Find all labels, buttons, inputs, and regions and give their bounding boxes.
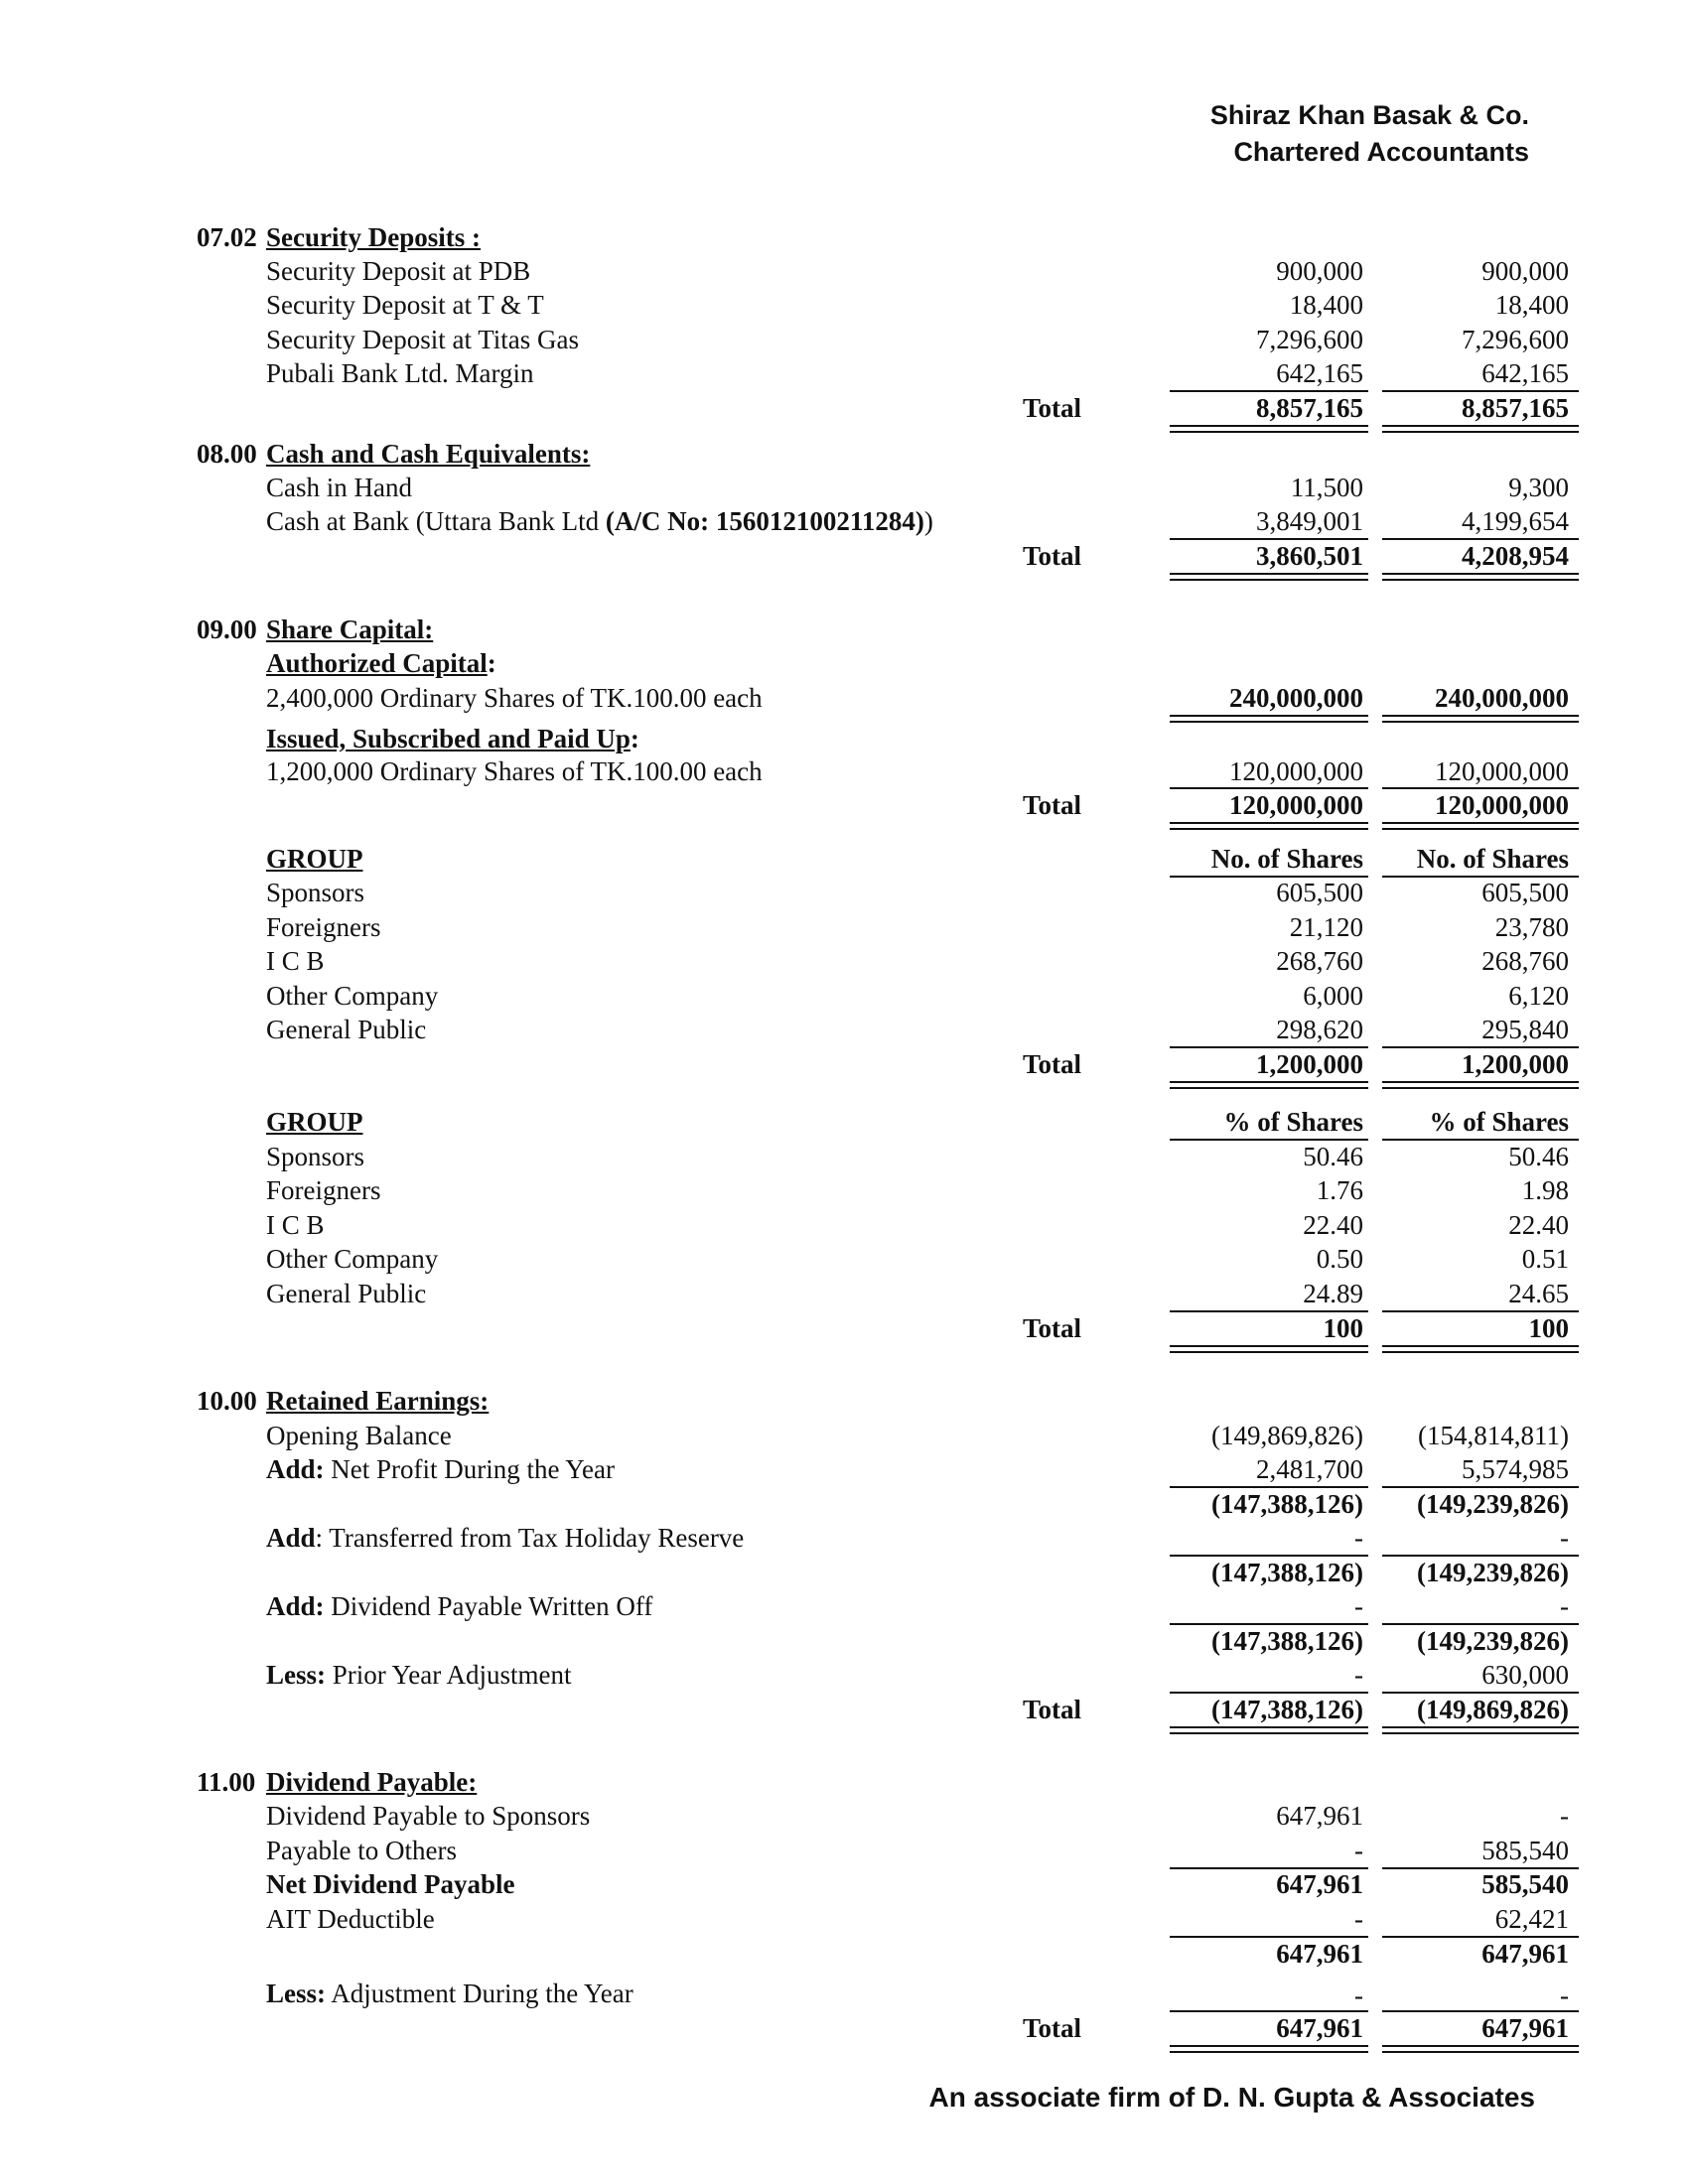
group-heading: GROUP	[266, 1107, 363, 1137]
value-previous: -	[1560, 1980, 1569, 2010]
row-label	[266, 1521, 744, 1555]
section-title: Security Deposits :	[266, 222, 481, 252]
value-previous: 23,780	[1494, 912, 1569, 942]
section-number: 10.00	[197, 1386, 257, 1416]
row-label: Other Company	[266, 1244, 439, 1274]
value-current: 50.46	[1303, 1142, 1363, 1171]
value-current: 642,165	[1276, 358, 1363, 388]
row-prefix: Add:	[266, 1591, 325, 1621]
value-current: -	[1354, 1904, 1363, 1934]
value-current: 268,760	[1276, 946, 1363, 976]
double-rule	[1382, 573, 1579, 581]
row-label: Foreigners	[266, 1175, 381, 1205]
value-current: 24.89	[1303, 1279, 1363, 1308]
total-current: 120,000,000	[1229, 790, 1363, 820]
value-current: 22.40	[1303, 1210, 1363, 1240]
value-previous: 642,165	[1481, 358, 1569, 388]
value-previous: 62,421	[1494, 1904, 1569, 1934]
row-label: 1,200,000 Ordinary Shares of TK.100.00 each	[266, 756, 763, 786]
value-current: 18,400	[1289, 290, 1363, 320]
row-label: Dividend Payable to Sponsors	[266, 1801, 591, 1831]
total-label: Total	[1023, 393, 1082, 423]
total-current: 1,200,000	[1256, 1049, 1363, 1079]
value-previous: 268,760	[1481, 946, 1569, 976]
value-previous: 6,120	[1508, 981, 1569, 1011]
row-text: Net Profit During the Year	[324, 1454, 615, 1484]
row-label: Net Dividend Payable	[266, 1869, 515, 1899]
row-text: : Transferred from Tax Holiday Reserve	[315, 1523, 745, 1553]
row-label: AIT Deductible	[266, 1904, 435, 1934]
total-current: 8,857,165	[1256, 393, 1363, 423]
total-previous: 4,208,954	[1462, 541, 1569, 571]
row-label: Security Deposit at PDB	[266, 256, 531, 286]
value-current: 1.76	[1316, 1175, 1363, 1205]
value-current: 900,000	[1276, 256, 1363, 286]
closing-paren: )	[923, 506, 933, 536]
subtotal-previous: (149,239,826)	[1417, 1558, 1569, 1587]
section-number: 09.00	[197, 614, 257, 644]
value-previous: 585,540	[1481, 1869, 1569, 1899]
double-rule	[1170, 1345, 1368, 1353]
value-current: 11,500	[1290, 473, 1363, 502]
value-previous: 7,296,600	[1462, 325, 1569, 354]
value-previous: 1.98	[1521, 1175, 1569, 1205]
row-label: Other Company	[266, 981, 439, 1011]
subheading	[266, 646, 496, 680]
value-current: 605,500	[1276, 878, 1363, 907]
section-number: 08.00	[197, 439, 257, 469]
value-current: 21,120	[1289, 912, 1363, 942]
row-label	[266, 504, 933, 538]
total-label: Total	[1023, 1049, 1082, 1079]
section-title: Share Capital:	[266, 614, 434, 644]
value-current: 298,620	[1276, 1015, 1363, 1044]
section-title: Dividend Payable:	[266, 1767, 478, 1797]
value-current: 3,849,001	[1256, 506, 1363, 536]
double-rule	[1382, 822, 1579, 830]
double-rule	[1170, 2045, 1368, 2053]
column-header: No. of Shares	[1210, 844, 1363, 874]
value-previous: 24.65	[1508, 1279, 1569, 1308]
value-current: 240,000,000	[1229, 683, 1363, 713]
value-previous: -	[1560, 1801, 1569, 1831]
subtotal-previous: (149,239,826)	[1417, 1489, 1569, 1519]
firm-name: Shiraz Khan Basak & Co.	[1209, 100, 1529, 130]
subtotal-previous: 647,961	[1481, 1939, 1569, 1969]
account-number: (A/C No: 156012100211284)	[605, 506, 924, 536]
value-current: -	[1354, 1523, 1363, 1553]
section-number: 11.00	[197, 1767, 256, 1797]
column-header: % of Shares	[1223, 1107, 1363, 1137]
row-label: Pubali Bank Ltd. Margin	[266, 358, 534, 388]
value-previous: -	[1560, 1523, 1569, 1553]
value-previous: 22.40	[1508, 1210, 1569, 1240]
value-previous: 605,500	[1481, 878, 1569, 907]
section-number: 07.02	[197, 222, 257, 252]
row-prefix: Less:	[266, 1660, 326, 1690]
value-previous: 585,540	[1481, 1836, 1569, 1865]
total-previous: 8,857,165	[1462, 393, 1569, 423]
row-label: Payable to Others	[266, 1836, 457, 1865]
value-previous: 900,000	[1481, 256, 1569, 286]
double-rule	[1170, 1726, 1368, 1734]
row-label	[266, 1589, 652, 1623]
value-previous: (154,814,811)	[1418, 1421, 1569, 1450]
total-previous: 1,200,000	[1462, 1049, 1569, 1079]
row-label	[266, 1977, 633, 2010]
row-label: Sponsors	[266, 878, 365, 907]
total-label: Total	[1023, 790, 1082, 820]
total-current: (147,388,126)	[1211, 1695, 1363, 1724]
value-current: 6,000	[1303, 981, 1363, 1011]
group-heading: GROUP	[266, 844, 363, 874]
row-prefix: Add	[266, 1523, 316, 1553]
double-rule	[1382, 715, 1579, 723]
value-current: 120,000,000	[1229, 756, 1363, 786]
value-current: 647,961	[1276, 1801, 1363, 1831]
row-label: Security Deposit at T & T	[266, 290, 544, 320]
total-current: 100	[1323, 1313, 1363, 1343]
row-text: Dividend Payable Written Off	[324, 1591, 653, 1621]
double-rule	[1382, 1345, 1579, 1353]
value-current: -	[1354, 1660, 1363, 1690]
value-current: -	[1354, 1980, 1363, 2010]
subtotal-current: 647,961	[1276, 1939, 1363, 1969]
row-label: Opening Balance	[266, 1421, 452, 1450]
value-current: 7,296,600	[1256, 325, 1363, 354]
value-previous: 9,300	[1508, 473, 1569, 502]
value-previous: 5,574,985	[1462, 1454, 1569, 1484]
value-previous: 630,000	[1481, 1660, 1569, 1690]
bank-name: Cash at Bank (Uttara Bank Ltd	[266, 506, 606, 536]
value-previous: 18,400	[1494, 290, 1569, 320]
firm-type: Chartered Accountants	[1233, 137, 1529, 167]
row-label: Security Deposit at Titas Gas	[266, 325, 579, 354]
total-previous: 647,961	[1481, 2013, 1569, 2043]
subheading-text: Issued, Subscribed and Paid Up	[266, 724, 631, 753]
double-rule	[1382, 1081, 1579, 1089]
value-previous: -	[1560, 1591, 1569, 1621]
subtotal-current: (147,388,126)	[1211, 1558, 1363, 1587]
value-previous: 295,840	[1481, 1015, 1569, 1044]
footer-associate: An associate firm of D. N. Gupta & Associates	[928, 2082, 1535, 2113]
value-current: 2,481,700	[1256, 1454, 1363, 1484]
total-previous: (149,869,826)	[1417, 1695, 1569, 1724]
subheading-text: Authorized Capital	[266, 648, 488, 678]
total-label: Total	[1023, 1695, 1082, 1724]
subheading	[266, 722, 639, 755]
row-label: Foreigners	[266, 912, 381, 942]
row-prefix: Add:	[266, 1454, 325, 1484]
row-text: Prior Year Adjustment	[326, 1660, 572, 1690]
value-previous: 240,000,000	[1435, 683, 1569, 713]
double-rule	[1170, 715, 1368, 723]
value-previous: 0.51	[1521, 1244, 1569, 1274]
subtotal-current: (147,388,126)	[1211, 1489, 1363, 1519]
firm-header	[1210, 97, 1529, 171]
column-header: % of Shares	[1429, 1107, 1569, 1137]
value-current: (149,869,826)	[1211, 1421, 1363, 1450]
subheading-colon: :	[630, 724, 639, 753]
double-rule	[1382, 425, 1579, 433]
value-current: -	[1354, 1836, 1363, 1865]
value-current: 647,961	[1276, 1869, 1363, 1899]
total-label: Total	[1023, 541, 1082, 571]
column-header: No. of Shares	[1416, 844, 1569, 874]
double-rule	[1170, 425, 1368, 433]
subtotal-previous: (149,239,826)	[1417, 1626, 1569, 1656]
value-previous: 4,199,654	[1462, 506, 1569, 536]
total-previous: 100	[1528, 1313, 1569, 1343]
double-rule	[1170, 1081, 1368, 1089]
row-label: Sponsors	[266, 1142, 365, 1171]
row-label: I C B	[266, 1210, 325, 1240]
double-rule	[1170, 573, 1368, 581]
row-label: General Public	[266, 1279, 427, 1308]
row-label	[266, 1658, 572, 1692]
total-current: 3,860,501	[1256, 541, 1363, 571]
row-text: Adjustment During the Year	[326, 1979, 633, 2008]
subheading-colon: :	[487, 648, 496, 678]
row-label: I C B	[266, 946, 325, 976]
total-label: Total	[1023, 1313, 1082, 1343]
row-prefix: Less:	[266, 1979, 326, 2008]
value-previous: 50.46	[1508, 1142, 1569, 1171]
subtotal-current: (147,388,126)	[1211, 1626, 1363, 1656]
value-current: -	[1354, 1591, 1363, 1621]
double-rule	[1170, 822, 1368, 830]
total-current: 647,961	[1276, 2013, 1363, 2043]
value-previous: 120,000,000	[1435, 756, 1569, 786]
section-title: Cash and Cash Equivalents:	[266, 439, 591, 469]
double-rule	[1382, 1726, 1579, 1734]
total-previous: 120,000,000	[1435, 790, 1569, 820]
row-label: Cash in Hand	[266, 473, 412, 502]
value-current: 0.50	[1316, 1244, 1363, 1274]
total-label: Total	[1023, 2013, 1082, 2043]
section-title: Retained Earnings:	[266, 1386, 490, 1416]
double-rule	[1382, 2045, 1579, 2053]
row-label: 2,400,000 Ordinary Shares of TK.100.00 each	[266, 683, 763, 713]
row-label	[266, 1452, 615, 1486]
row-label: General Public	[266, 1015, 427, 1044]
